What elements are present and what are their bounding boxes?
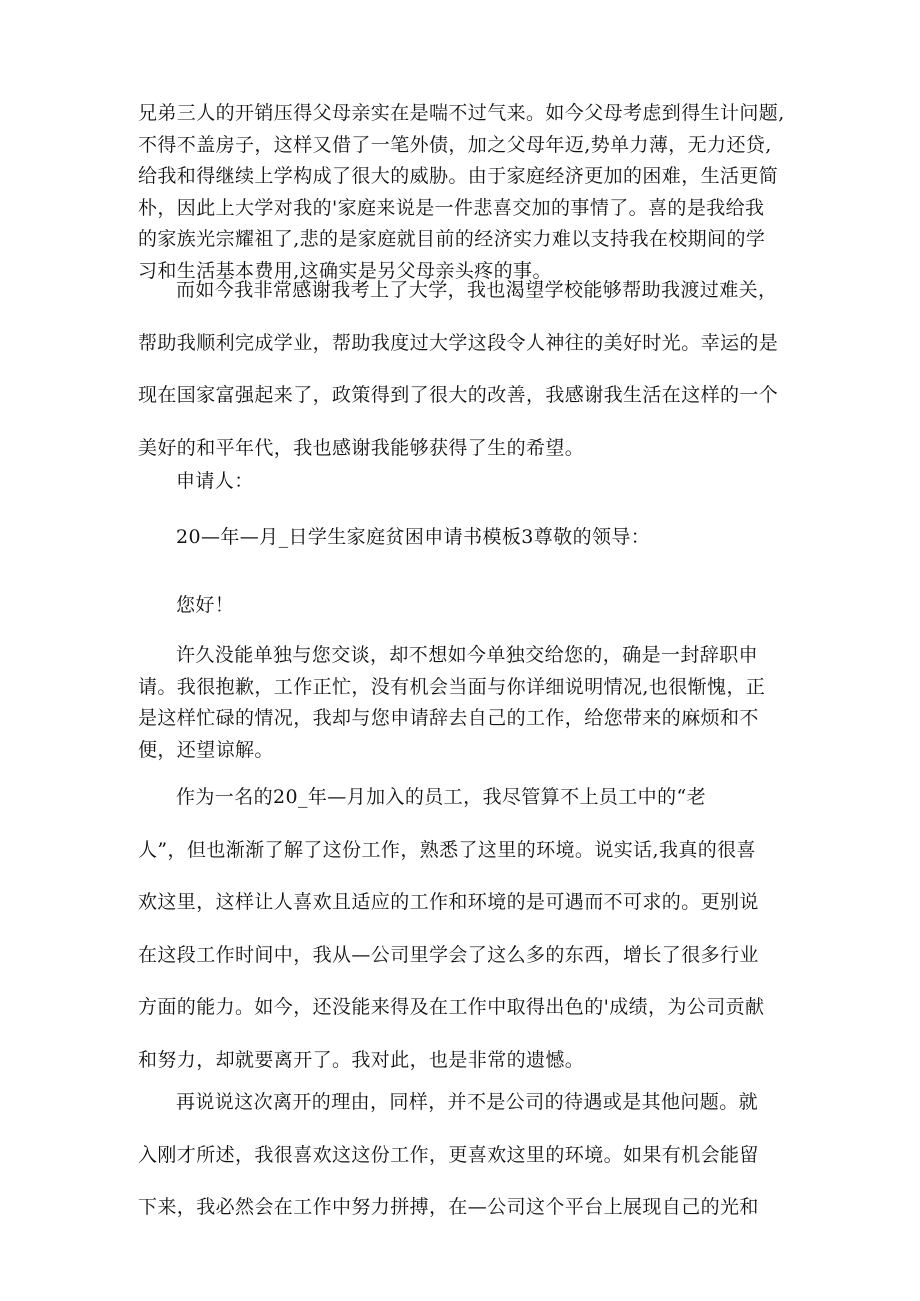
text-line: 不得不盖房子，这样又借了一笔外债，加之父母年迈,势单力薄，无力还贷,: [138, 133, 772, 156]
text-line: 入刚才所述，我很喜欢这这份工作，更喜欢这里的环境。如果有机会能留: [138, 1143, 759, 1166]
date-and-heading: [138, 522, 798, 552]
text-line: 人”，但也渐渐了解了这份工作，熟悉了这里的环境。说实话,我真的很喜: [138, 838, 756, 861]
applicant-label: [138, 466, 798, 496]
text-line: 习和生活基本费用,这确实是另父母亲头疼的事。: [138, 259, 552, 282]
text-line: 兄弟三人的开销压得父母亲实在是喘不过气来。如今父母考虑到得生计问题,: [138, 102, 785, 124]
text-line: 许久没能单独与您交谈，却不想如今单独交给您的，确是一封辞职申: [176, 644, 759, 666]
text-line: 而如今我非常感谢我考上了大学，我也渴望学校能够帮助我渡过难关，: [176, 279, 778, 301]
text-line: 便，还望谅解。: [138, 738, 274, 761]
text-line: 在这段工作时间中，我从—公司里学会了这么多的东西，增长了很多行业: [138, 943, 759, 966]
text-line: 您好！: [176, 594, 235, 616]
text-line: 下来，我必然会在工作中努力拼搏，在—公司这个平台上展现自己的光和: [138, 1196, 759, 1218]
text-line: 再说说这次离开的理由，同样，并不是公司的待遇或是其他问题。就: [176, 1091, 759, 1113]
text-line: 20—年—月_日学生家庭贫困申请书模板3尊敬的领导：: [176, 526, 651, 548]
text-line: 美好的和平年代，我也感谢我能够获得了生的希望。: [138, 436, 585, 459]
text-line: 作为一名的20_年—月加入的员工，我尽管算不上员工中的“老: [176, 786, 706, 808]
text-line: 给我和得继续上学构成了很大的威胁。由于家庭经济更加的困难，生活更简: [138, 165, 779, 187]
text-line: 欢这里，这样让人喜欢且适应的工作和环境的是可遇而不可求的。更别说: [138, 891, 759, 913]
text-line: 现在国家富强起来了，政策得到了很大的改善，我感谢我生活在这样的一个: [138, 384, 779, 406]
text-line: 申请人：: [176, 470, 254, 492]
text-line: 是这样忙碌的情况，我却与您申请辞去自己的工作，给您带来的麻烦和不: [138, 707, 759, 729]
text-line: 朴，因此上大学对我的'家庭来说是一件悲喜交加的事情了。喜的是我给我: [138, 196, 765, 219]
text-line: 帮助我顺利完成学业，帮助我度过大学这段令人神往的美好时光。幸运的是: [138, 331, 779, 354]
paragraph-employee-experience: [138, 771, 798, 1086]
text-line: 的家族光宗耀祖了,悲的是家庭就目前的经济实力难以支持我在校期间的学: [138, 228, 766, 250]
paragraph-resignation-intro: [138, 640, 798, 766]
paragraph-reason: [138, 1076, 798, 1234]
paragraph-family-burden: [138, 98, 798, 287]
paragraph-gratitude: [138, 264, 798, 474]
text-line: 和努力，却就要离开了。我对此，也是非常的遗憾。: [138, 1048, 585, 1071]
text-line: 请。我很抱歉，工作正忙，没有机会当面与你详细说明情况,也很惭愧，正: [138, 675, 766, 698]
greeting: [138, 590, 798, 620]
text-line: 方面的能力。如今，还没能来得及在工作中取得出色的'成绩，为公司贡献: [138, 996, 765, 1018]
